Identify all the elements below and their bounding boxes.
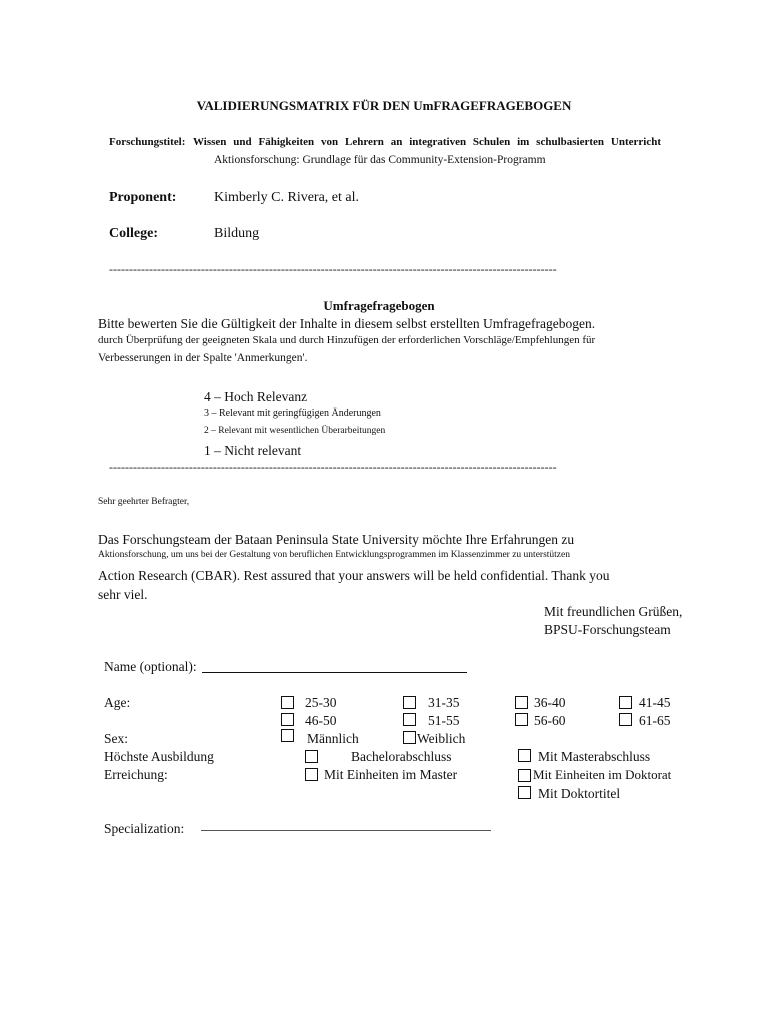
age-checkbox-31-35[interactable] bbox=[403, 696, 416, 709]
age-checkbox-56-60[interactable] bbox=[515, 713, 528, 726]
age-checkbox-36-40[interactable] bbox=[515, 696, 528, 709]
age-checkbox-41-45[interactable] bbox=[619, 696, 632, 709]
age-option-label: 31-35 bbox=[428, 695, 460, 710]
age-option-label: 25-30 bbox=[305, 695, 337, 710]
letter-signature: BPSU-Forschungsteam bbox=[544, 622, 671, 637]
education-label-line1: Höchste Ausbildung bbox=[104, 749, 214, 764]
age-option-label: 61-65 bbox=[639, 713, 671, 728]
sex-checkbox-female[interactable] bbox=[403, 731, 416, 744]
sex-label: Sex: bbox=[104, 731, 129, 746]
edu-option-label: Bachelorabschluss bbox=[351, 749, 452, 764]
questionnaire-intro-2: durch Überprüfung der geeigneten Skala und durch Hinzufügen der erforderlichen Vorschläge/Empfehlungen für bbox=[98, 334, 596, 346]
age-option-label: 41-45 bbox=[639, 695, 671, 710]
edu-option-label: Mit Doktortitel bbox=[538, 786, 621, 801]
edu-option-label: Mit Masterabschluss bbox=[538, 749, 651, 764]
separator-bottom: ---------------------------------------------------------------------------------------------------------------- bbox=[109, 460, 557, 474]
age-option-label: 36-40 bbox=[534, 695, 566, 710]
age-checkbox-51-55[interactable] bbox=[403, 713, 416, 726]
page-title: VALIDIERUNGSMATRIX FÜR DEN UmFRAGEFRAGEBOGEN bbox=[196, 98, 572, 113]
specialization-label: Specialization: bbox=[104, 821, 185, 836]
specialization-input-line[interactable] bbox=[201, 830, 491, 831]
college-label: College: bbox=[109, 226, 158, 241]
age-label: Age: bbox=[104, 695, 131, 710]
letter-paragraph-2: Aktionsforschung, um uns bei der Gestaltung von beruflichen Entwicklungsprogrammen im Klassenzimmer zu unterstützen bbox=[98, 550, 570, 560]
college-value: Bildung bbox=[214, 226, 260, 241]
name-input-line[interactable] bbox=[202, 672, 467, 673]
research-title-line1: Wissen und Fähigkeiten von Lehrern an integrativen Schulen im schulbasierten Unterricht bbox=[193, 136, 661, 148]
letter-paragraph-3: Action Research (CBAR). Rest assured that your answers will be held confidential. Thank you bbox=[98, 568, 610, 583]
letter-closing: Mit freundlichen Grüßen, bbox=[544, 604, 683, 619]
age-option-label: 46-50 bbox=[305, 713, 337, 728]
sex-option-label: Männlich bbox=[307, 731, 359, 746]
letter-salutation: Sehr geehrter Befragter, bbox=[98, 497, 190, 507]
edu-option-label: Mit Einheiten im Master bbox=[324, 767, 458, 782]
scale-item-3: 3 – Relevant mit geringfügigen Änderungen bbox=[204, 408, 381, 419]
sex-checkbox-male[interactable] bbox=[281, 729, 294, 742]
name-label: Name (optional): bbox=[104, 659, 197, 674]
proponent-value: Kimberly C. Rivera, et al. bbox=[214, 190, 360, 205]
edu-checkbox-bachelor[interactable] bbox=[305, 750, 318, 763]
letter-paragraph-4: sehr viel. bbox=[98, 587, 148, 602]
age-checkbox-46-50[interactable] bbox=[281, 713, 294, 726]
questionnaire-intro-3: Verbesserungen in der Spalte 'Anmerkungen'. bbox=[98, 352, 308, 364]
proponent-label: Proponent: bbox=[109, 190, 177, 205]
edu-checkbox-master-units[interactable] bbox=[305, 768, 318, 781]
edu-checkbox-doctorate[interactable] bbox=[518, 786, 531, 799]
letter-paragraph-1: Das Forschungsteam der Bataan Peninsula State University möchte Ihre Erfahrungen zu bbox=[98, 532, 575, 547]
separator-top: ---------------------------------------------------------------------------------------------------------------- bbox=[109, 262, 557, 276]
education-label-line2: Erreichung: bbox=[104, 767, 168, 782]
scale-item-1: 1 – Nicht relevant bbox=[204, 443, 302, 458]
age-checkbox-25-30[interactable] bbox=[281, 696, 294, 709]
questionnaire-intro-1: Bitte bewerten Sie die Gültigkeit der Inhalte in diesem selbst erstellten Umfragefragebogen. bbox=[98, 316, 596, 331]
scale-item-4: 4 – Hoch Relevanz bbox=[204, 389, 308, 404]
edu-checkbox-master[interactable] bbox=[518, 749, 531, 762]
questionnaire-heading: Umfragefragebogen bbox=[323, 298, 435, 313]
edu-option-label: Mit Einheiten im Doktorat bbox=[533, 767, 672, 782]
scale-item-2: 2 – Relevant mit wesentlichen Überarbeitungen bbox=[204, 426, 386, 436]
age-option-label: 56-60 bbox=[534, 713, 566, 728]
age-checkbox-61-65[interactable] bbox=[619, 713, 632, 726]
age-option-label: 51-55 bbox=[428, 713, 460, 728]
research-title-line2: Aktionsforschung: Grundlage für das Community-Extension-Programm bbox=[214, 154, 546, 166]
edu-checkbox-doctorate-units[interactable] bbox=[518, 769, 531, 782]
research-label: Forschungstitel: bbox=[109, 136, 186, 148]
sex-option-label: Weiblich bbox=[417, 731, 466, 746]
